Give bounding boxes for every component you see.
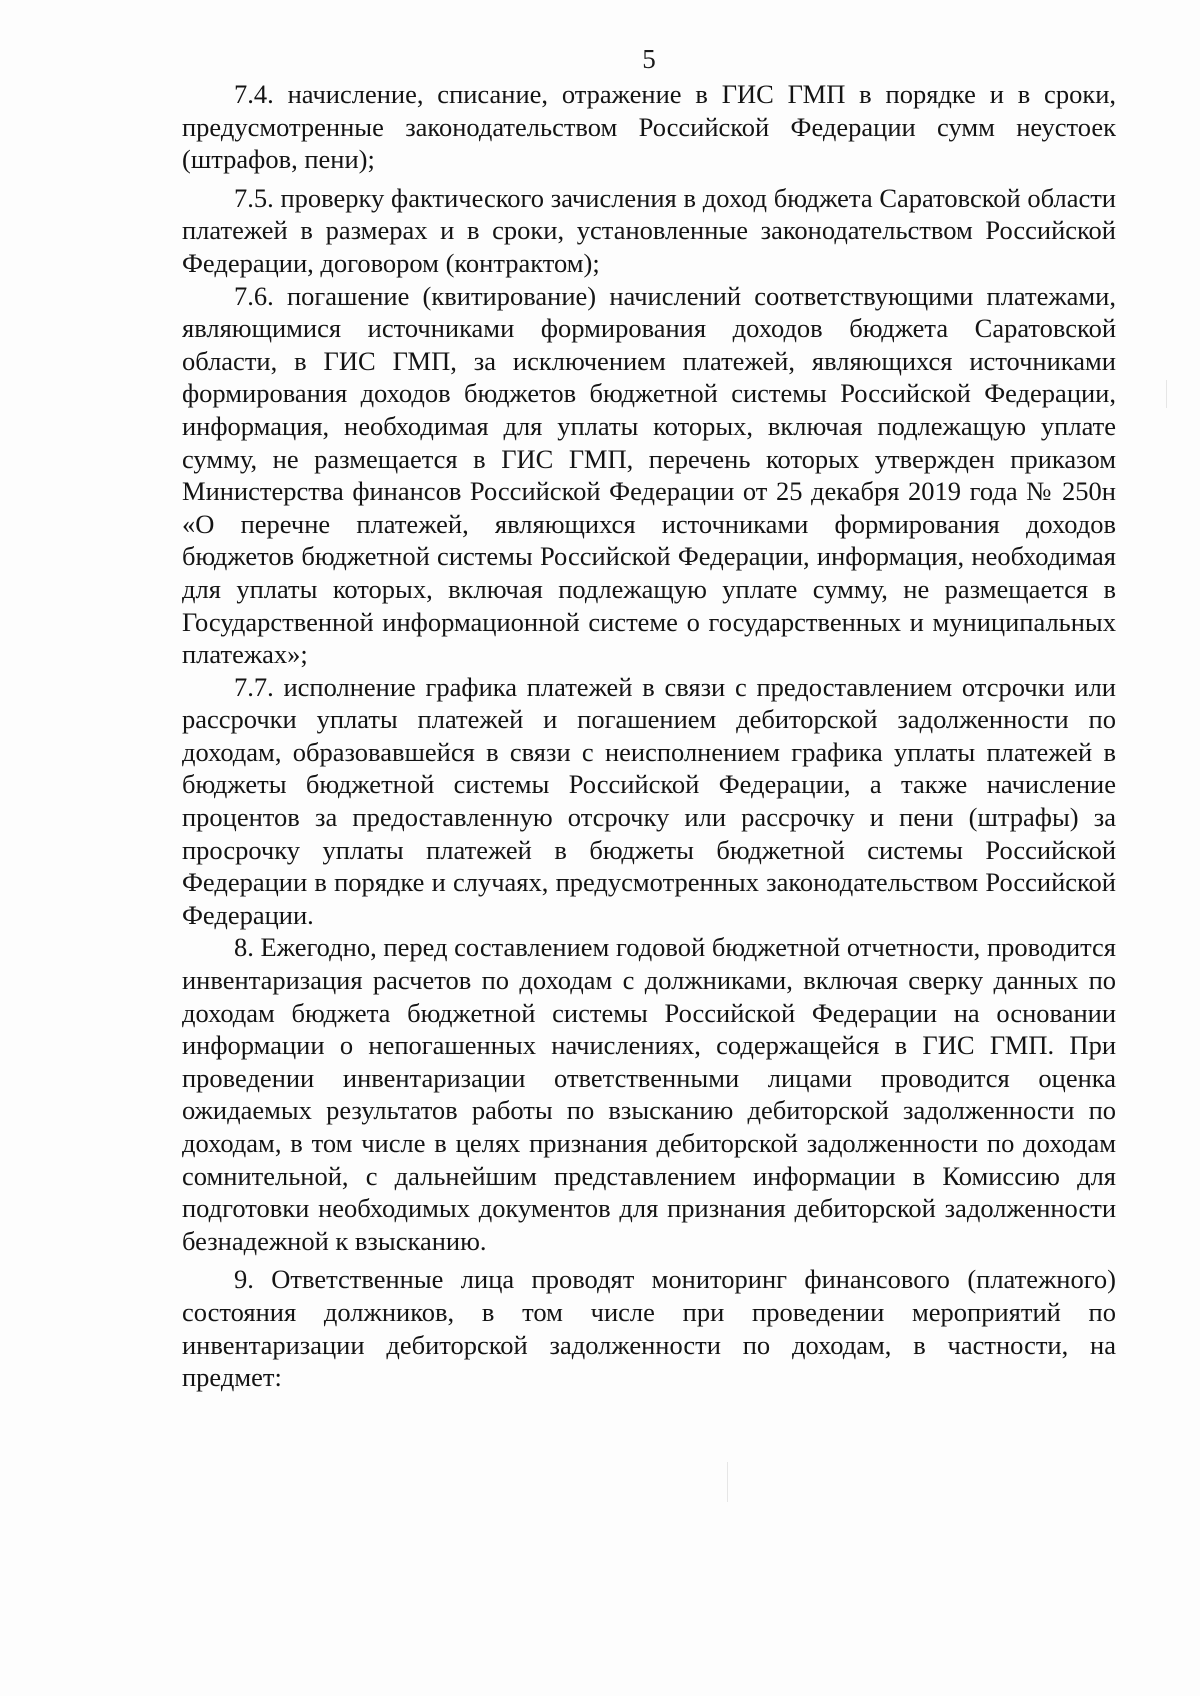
scan-artifact-line: [1166, 380, 1167, 408]
document-body: [182, 78, 1116, 1394]
paragraph-7-5: 7.5. проверку фактического зачисления в доход бюджета Саратовской области платежей в размерах и в сроки, установленные законодательством Российской Федерации, договором (контрактом);: [182, 182, 1116, 278]
page-number: 5: [642, 44, 656, 74]
paragraph-7-4: 7.4. начисление, списание, отражение в ГИС ГМП в порядке и в сроки, предусмотренные законодательством Российской Федерации сумм неустоек (штрафов, пени);: [182, 79, 1116, 175]
paragraph-7-7: 7.7. исполнение графика платежей в связи с предоставлением отсрочки или рассрочки уплаты платежей и погашением дебиторской задолженности по доходам, образовавшейся в связи с неисполнением графика уплаты платежей в бюджеты бюджетной системы Российской Федерации, а также начисление процентов за предоставленную отсрочку или рассрочку и пени (штрафы) за просрочку уплаты платежей в бюджеты бюджетной системы Российской Федерации в порядке и случаях, предусмотренных законодательством Российской Федерации.: [182, 671, 1116, 930]
paragraph-7-6: 7.6. погашение (квитирование) начислений соответствующими платежами, являющимися источниками формирования доходов бюджета Саратовской области, в ГИС ГМП, за исключением платежей, являющихся источниками формирования доходов бюджетов бюджетной системы Российской Федерации, информация, необходимая для уплаты которых, включая подлежащую уплате сумму, не размещается в ГИС ГМП, перечень которых утвержден приказом Министерства финансов Российской Федерации от 25 декабря 2019 года № 250н «О перечне платежей, являющихся источниками формирования доходов бюджетов бюджетной системы Российской Федерации, информация, необходимая для уплаты которых, включая подлежащую уплате сумму, не размещается в Государственной информационной системе о государственных и муниципальных платежах»;: [182, 280, 1116, 670]
paragraph-8: 8. Ежегодно, перед составлением годовой бюджетной отчетности, проводится инвентаризация расчетов по доходам с должниками, включая сверку данных по доходам бюджета бюджетной системы Российской Федерации на основании информации о непогашенных начислениях, содержащейся в ГИС ГМП. При проведении инвентаризации ответственными лицами проводится оценка ожидаемых результатов работы по взысканию дебиторской задолженности по доходам, в том числе в целях признания дебиторской задолженности по доходам сомнительной, с дальнейшим представлением информации в Комиссию для подготовки необходимых документов для признания дебиторской задолженности безнадежной к взысканию.: [182, 932, 1116, 1256]
scan-artifact-line: [727, 1462, 728, 1502]
paragraph-9: 9. Ответственные лица проводят мониторинг финансового (платежного) состояния должников, в том числе при проведении мероприятий по инвентаризации дебиторской задолженности по доходам, в частности, на предмет:: [182, 1264, 1116, 1393]
